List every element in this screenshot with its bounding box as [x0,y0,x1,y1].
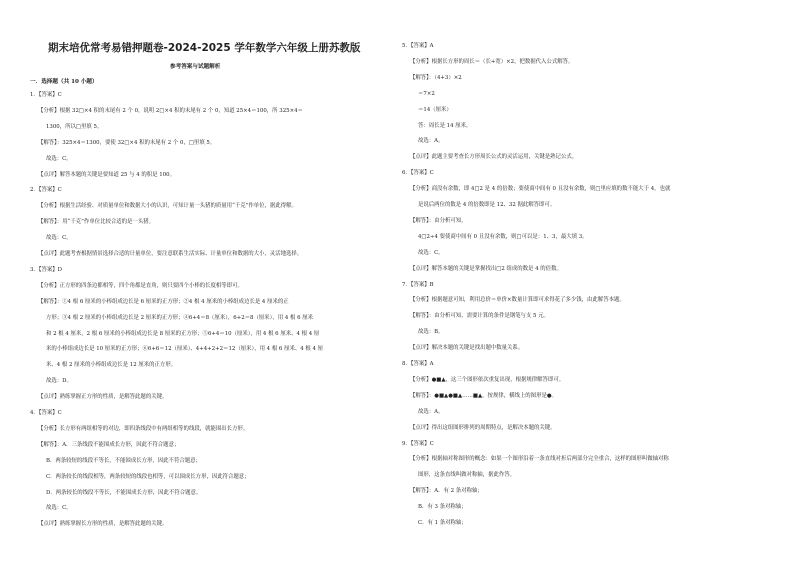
answer-line: 3．【答案】D [30,266,63,273]
answer-line: 【分析】长方形有两组相等的对边，即四条线段中有两组相等的线段，就能围出长方形。 [38,425,249,432]
answer-line: 4．【答案】C [30,410,62,416]
section-heading: 一．选择题（共 10 小题） [30,79,98,85]
answer-line: 米、4 根 2 厘米的小棒组成边长是 12 厘米的正方形。 [46,362,177,369]
page-title: 期末培优常考易错押题卷-2024-2025 学年数学六年级上册苏教版 [48,42,361,54]
answer-line: 【分析】根据题意可知，利用总价＝单价×数量计算即可求得花了多少钱，由此解答本题。 [410,297,625,304]
answer-line: 故选：C。 [46,505,72,512]
answer-line: 【解答】：①4 根 6 厘米的小棒组成边长是 6 厘米的正方形；②4 根 4 厘米的小棒组成边长是 4 厘米的正 [38,298,289,305]
answer-line: 故选：D。 [46,378,72,385]
answer-line: 图形，这条直线叫做对称轴，据此作答。 [418,472,516,479]
answer-line: 故选：B。 [418,329,444,336]
answer-line: 故选：A。 [418,138,444,145]
answer-line: 9．【答案】C [402,440,434,447]
answer-line: B．两条较短的线段不等长，不能围成长方形，因此不符合题意； [46,457,201,464]
answer-line: 【解答】：325×4＝1300，要使 32□×4 积的末尾有 2 个 0，□里填 5。 [38,139,216,146]
answer-line: 1．【答案】C [30,92,62,98]
answer-line: 6．【答案】C [402,170,434,177]
answer-line: 7．【答案】B [402,281,434,288]
answer-line: 【分析】根据长方形的周长＝（长+宽）×2，把数据代入公式解答。 [410,58,574,65]
answer-line: ＝7×2 [418,90,435,97]
answer-line: 【分析】根据 32□×4 积的末尾有 2 个 0，说明 2□×4 积的末尾有 2 个 0，知道 25×4＝100，所 325×4＝ [38,107,303,114]
answer-line: 【分析】根据生活经验、对质量单位和数据大小的认识，可知计量一头猪的质量用“千克”作单位，据此得解。 [38,203,297,210]
answer-line: 2．【答案】C [30,187,62,194]
answer-line: C．两条较长的线段相等，两条较短的线段也相等，可以围成长方形，因此符合题意； [46,473,250,480]
answer-line: C．有 1 条对称轴； [418,520,467,526]
page-subtitle: 参考答案与试题解析 [170,64,221,70]
answer-line: 【点评】熟练掌握正方形的性质，是解答此题的关键。 [38,394,168,401]
answer-line: 故选：C。 [46,155,72,162]
answer-line: 4□2÷4 要使商中间有 0 且没有余数，则□可以是：1、3，最大填 3。 [418,233,588,240]
answer-line: 1300，所以□里填 5。 [46,123,103,130]
answer-line: 【点评】熟练掌握长方形的性质，是解答此题的关键。 [38,521,168,528]
answer-line: D．两条较长的线段不等长，不能围成长方形，因此不符合题意。 [46,489,202,496]
answer-line: B．有 3 条对称轴； [418,504,467,511]
answer-line: 【分析】根据轴对称图形的概念：如果一个图形沿着一条直线对折后两部分完全重合，这样的图形叫做轴对称 [410,456,669,463]
answer-line: 5．【答案】A [402,43,434,49]
answer-line: ＝14（厘米） [418,106,452,113]
answer-line: 【解答】：由分析可知，需要计算的条件是钢笔与支 5 元。 [410,313,549,320]
answer-line: 故选：C。 [418,249,444,256]
answer-line: 【解答】：A．三条线段不能围成长方形，因此不符合题意； [38,441,180,448]
answer-line: 故选：A。 [418,408,444,415]
answer-line: 8．【答案】A [402,361,434,367]
answer-line: 【解答】：●■▲●■▲……■▲，按规律，横线上的图形是●。 [410,392,557,399]
answer-line: 【分析】商没有余数，即 4□2 是 4 的倍数；要使商中间有 0 且没有余数，则□里应填的数不能大于 4，也就 [410,186,671,193]
answer-line: 【点评】得出这组图形排列的周期特点，是解决本题的关键。 [410,424,556,431]
answer-line: 方形；③4 根 2 厘米的小棒组成边长是 2 厘米的正方形；④6+4＝8（厘米），6+2＝8（厘米），用 4 根 6 厘米 [46,314,314,321]
answer-line: 【点评】解答本题的关键是要知道 25 与 4 的积是 100。 [38,171,175,178]
answer-line: 【分析】正方形的四条边都相等，四个角都是直角，则只要四个小棒的长度相等即可。 [38,282,243,289]
answer-line: 【点评】解答本题的关键是掌握找出□2 组成的数是 4 的倍数。 [410,265,562,272]
answer-line: 【点评】此题主要考查长方形周长公式的灵活运用，关键是熟记公式。 [410,154,578,161]
answer-line: 【解答】：（4+3）×2 [410,74,462,81]
answer-line: 答：周长是 14 厘米。 [418,122,472,129]
answer-line: 【解答】：A．有 2 条对称轴； [410,488,483,495]
answer-line: 【点评】此题考查根据情景选择合适的计量单位，要注意联系生活实际、计量单位和数据的大小，灵活地选择。 [38,251,303,257]
answer-line: 是说后两位的数是 4 的倍数即是 12、32 据此解答即可。 [418,202,556,208]
answer-line: 和 2 根 4 厘米，2 根 6 厘米的小棒组成边长是 8 厘米的正方形；⑤6+4＝10（厘米），用 4 根 6 厘米、4 根 4 厘 [46,330,320,337]
answer-line: 【分析】●■▲，这三个图形依次重复出现，根据规律解答即可。 [410,376,565,383]
answer-line: 故选：C。 [46,235,72,242]
answer-line: 【解答】：用“千克”作单位比较合适的是一头猪。 [38,219,155,226]
answer-line: 【点评】解决本题的关键是找出题中数量关系。 [410,345,524,352]
answer-line: 米的小棒组成边长是 10 厘米的正方形；⑥6+6＝12（厘米）、4+4+2+2＝12（厘米），用 4 根 6 厘米、4 根 4 厘 [46,346,324,353]
answer-line: 【解答】：由分析可知， [410,217,467,224]
